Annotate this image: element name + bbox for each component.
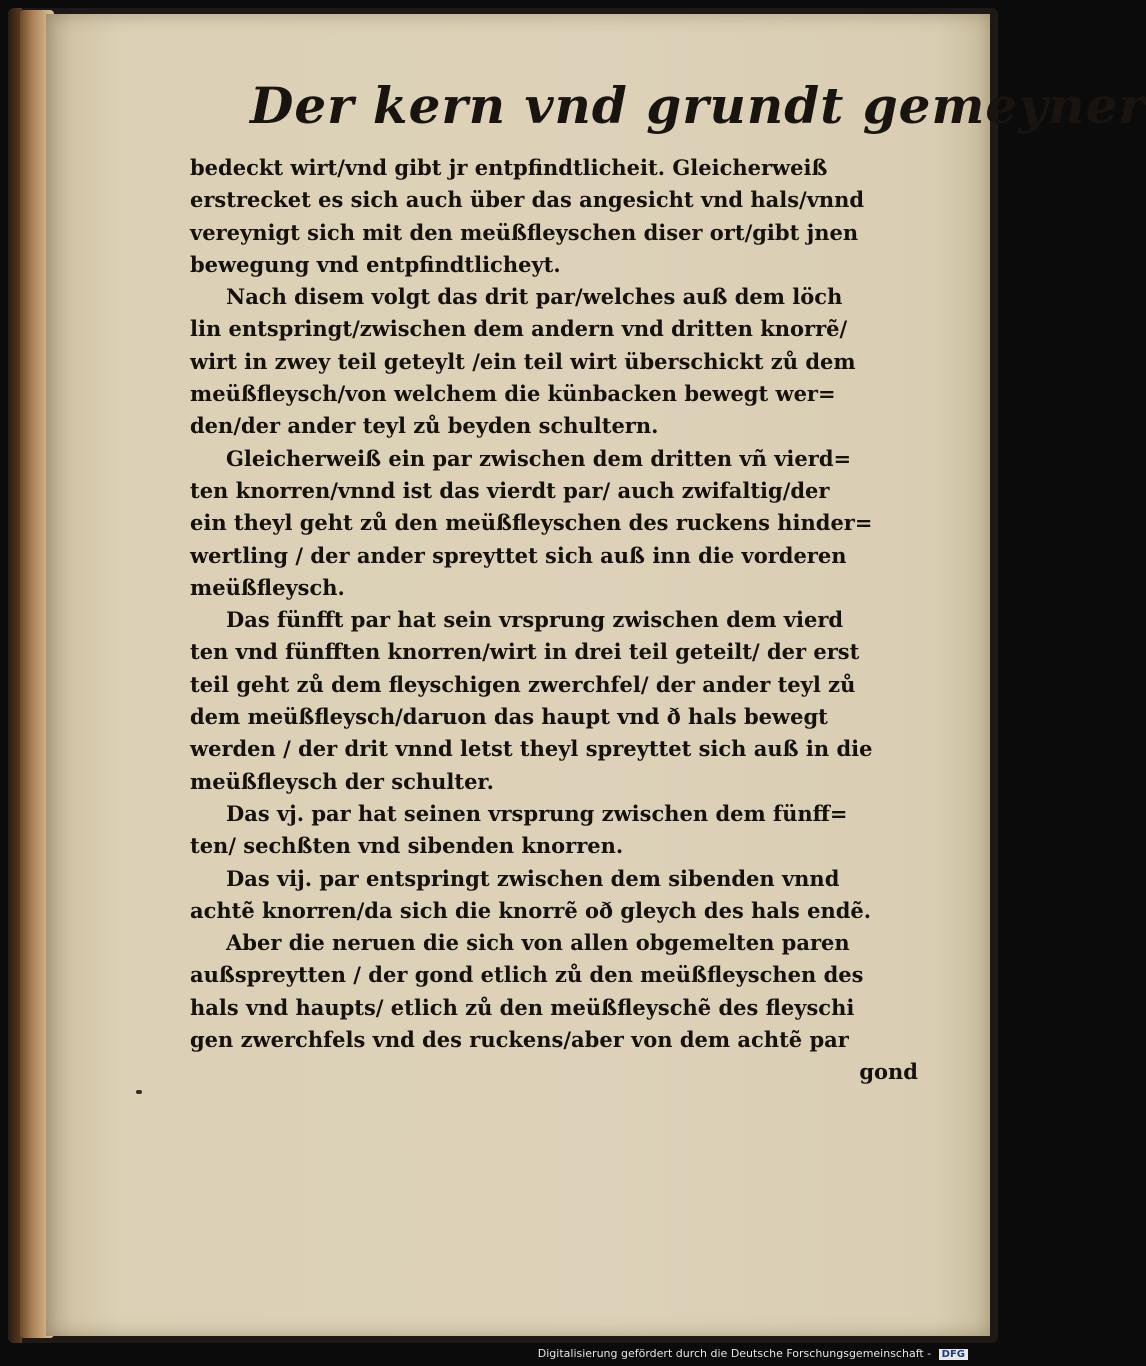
text-line: Das vj. par hat seinen vrsprung zwischen dem fünff= <box>226 800 848 826</box>
ink-speck <box>136 1090 142 1094</box>
text-line: ten/ sechßten vnd sibenden knorren. <box>190 833 624 859</box>
text-line: bedeckt wirt/vnd gibt jr entpfindtlicheit. Gleicherweiß <box>190 155 828 180</box>
text-line: gen zwerchfels vnd des ruckens/aber von dem achtẽ par <box>190 1027 849 1053</box>
text-line: meüßfleysch/von welchem die künbacken bewegt wer= <box>190 381 836 407</box>
text-line: vereynigt sich mit den meüßfleyschen diser ort/gibt jnen <box>190 219 859 245</box>
text-line: Das fünfft par hat sein vrsprung zwischen dem vierd <box>226 607 844 633</box>
text-line: Gleicherweiß ein par zwischen dem dritten vñ vierd= <box>226 445 852 471</box>
text-line: achtẽ knorren/da sich die knorrẽ oð gleych des hals endẽ. <box>190 897 872 923</box>
dfg-logo-icon: DFG <box>939 1349 968 1360</box>
text-line: dem meüßfleysch/daruon das haupt vnd ð hals bewegt <box>190 704 828 730</box>
catchword: gond <box>859 1059 918 1085</box>
credit-text: Digitalisierung gefördert durch die Deutsche Forschungsgemeinschaft - <box>537 1347 932 1360</box>
text-line: außspreytten / der gond etlich zů den meüßfleyschen des <box>190 962 864 988</box>
text-line: den/der ander teyl zů beyden schultern. <box>190 413 659 439</box>
running-head: Der kern vnd grundt gemeyner <box>250 76 1146 135</box>
text-line: wertling / der ander spreyttet sich auß inn die vorderen <box>190 542 847 568</box>
text-line: ten vnd fünfften knorren/wirt in drei teil geteilt/ der erst <box>190 639 860 665</box>
text-line: meüßfleysch. <box>190 574 345 600</box>
body-text <box>190 152 920 1089</box>
text-line: bewegung vnd entpfindtlicheyt. <box>190 251 561 277</box>
text-line: teil geht zů dem fleyschigen zwerchfel/ der ander teyl zů <box>190 671 856 697</box>
text-line: werden / der drit vnnd letst theyl spreyttet sich auß in die <box>190 736 873 762</box>
text-line: Das vij. par entspringt zwischen dem sibenden vnnd <box>226 865 840 891</box>
text-line: wirt in zwey teil geteylt /ein teil wirt überschickt zů dem <box>190 348 856 374</box>
text-line: hals vnd haupts/ etlich zů den meüßfleyschẽ des fleyschi <box>190 994 855 1020</box>
text-line: ein theyl geht zů den meüßfleyschen des ruckens hinder= <box>190 510 873 536</box>
digitization-credit <box>538 1347 968 1360</box>
text-line: erstrecket es sich auch über das angesicht vnd hals/vnnd <box>190 187 865 213</box>
text-line: ten knorren/vnnd ist das vierdt par/ auch zwifaltig/der <box>190 477 830 503</box>
text-line: lin entspringt/zwischen dem andern vnd dritten knorrẽ/ <box>190 316 848 342</box>
text-line: Nach disem volgt das drit par/welches auß dem löch <box>226 284 843 310</box>
text-line: meüßfleysch der schulter. <box>190 768 494 794</box>
text-line: Aber die neruen die sich von allen obgemelten paren <box>226 930 850 956</box>
